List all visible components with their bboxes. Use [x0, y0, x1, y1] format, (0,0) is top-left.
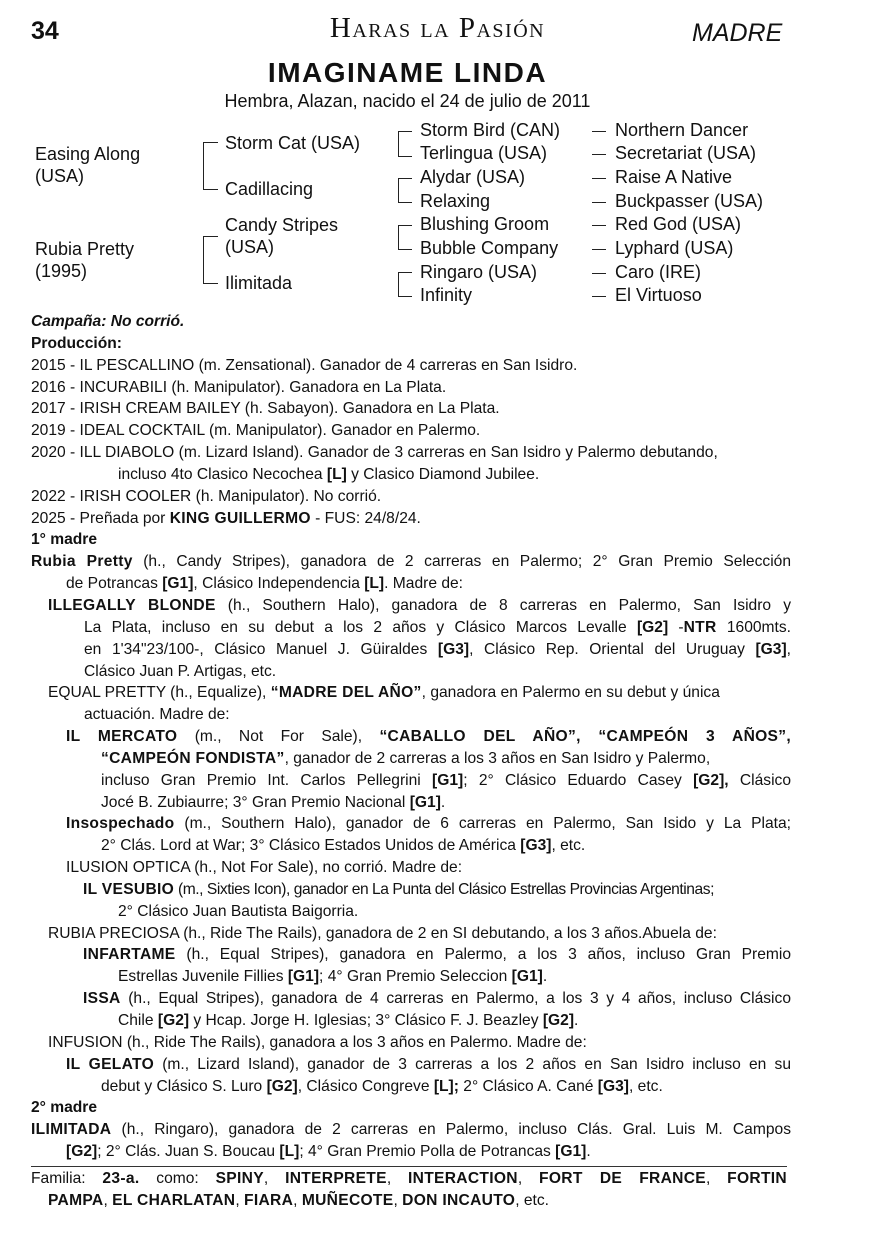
grand-produce-entry: ISSA (h., Equal Stripes), ganadora de 4 carreras en Palermo, a los 3 y 4 años, incluso Clásico: [83, 990, 791, 1008]
pedigree-bracket: [203, 236, 218, 284]
grand-produce-entry: IL GELATO (m., Lizard Island), ganador de 3 carreras a los 2 años en San Isidro incluso en su: [66, 1055, 791, 1073]
produce-entry: INFUSION (h., Ride The Rails), ganadora a los 3 años en Palermo. Madre de:: [48, 1033, 587, 1051]
page-number: 34: [31, 17, 59, 45]
sire: Easing Along: [35, 144, 141, 164]
gen4-ancestor: El Virtuoso: [615, 285, 702, 305]
dam-sire-country: (USA): [225, 237, 274, 257]
gen4-ancestor: Secretariat (USA): [615, 143, 757, 163]
produce-entry-cont: actuación. Madre de:: [84, 706, 230, 724]
pedigree-notes: [31, 311, 791, 1163]
first-dam-entry-cont: de Potrancas [G1], Clásico Independencia [L]. Madre de:: [66, 575, 463, 593]
pedigree-dash: [592, 131, 606, 132]
pedigree-bracket: [398, 178, 412, 203]
production-item: 2022 - IRISH COOLER (h. Manipulator). No corrió.: [31, 487, 382, 505]
pedigree-dash: [592, 202, 606, 203]
grand-produce-entry: ILUSION OPTICA (h., Not For Sale), no corrió. Madre de:: [66, 859, 463, 877]
pedigree-dash: [592, 273, 606, 274]
divider: [31, 1166, 787, 1167]
production-item: 2015 - IL PESCALLINO (m. Zensational). Ganador de 4 carreras en San Isidro.: [31, 356, 578, 374]
pedigree-bracket: [398, 272, 412, 297]
first-dam-entry: Rubia Pretty (h., Candy Stripes), ganadora de 2 carreras en Palermo; 2° Gran Premio Selección: [31, 553, 792, 571]
first-dam-heading: 1° madre: [31, 531, 98, 549]
gen4-ancestor: Caro (IRE): [615, 262, 702, 282]
gen4-ancestor: Lyphard (USA): [615, 238, 734, 258]
gen4-ancestor: Red God (USA): [615, 214, 742, 234]
pedigree-dash: [592, 249, 606, 250]
production-heading: Producción:: [31, 334, 122, 352]
section-label: MADRE: [692, 19, 783, 47]
pedigree-dash: [592, 296, 606, 297]
grand-produce-entry-cont: 2° Clás. Lord at War; 3° Clásico Estados Unidos de América [G3], etc.: [101, 837, 586, 855]
gen3-ancestor: Relaxing: [420, 191, 491, 211]
production-item: 2016 - INCURABILI (h. Manipulator). Ganadora en La Plata.: [31, 378, 447, 396]
pedigree-bracket: [203, 142, 218, 190]
pedigree-dash: [592, 154, 606, 155]
produce-entry-cont: Clásico Juan P. Artigas, etc.: [84, 662, 277, 680]
dam-sire: Candy Stripes: [225, 215, 339, 235]
gen4-ancestor: Northern Dancer: [615, 120, 749, 140]
book-title: Haras la Pasión: [329, 12, 546, 44]
great-grand-produce-entry: IL VESUBIO (m., Sixties Icon), ganador en La Punta del Clásico Estrellas Provincias Argentinas;: [83, 880, 714, 898]
pedigree-dash: [592, 225, 606, 226]
gen3-ancestor: Terlingua (USA): [420, 143, 548, 163]
gen3-ancestor: Blushing Groom: [420, 214, 550, 234]
gen3-ancestor: Infinity: [420, 285, 473, 305]
grand-produce-entry: IL MERCATO (m., Not For Sale), “CABALLO DEL AÑO”, “CAMPEÓN 3 AÑOS”,: [66, 728, 791, 746]
gen4-ancestor: Raise A Native: [615, 167, 733, 187]
pedigree-bracket: [398, 131, 412, 157]
second-dam-entry: ILIMITADA (h., Ringaro), ganadora de 2 carreras en Palermo, incluso Clás. Gral. Luis M. Campos: [31, 1121, 791, 1139]
grand-produce-entry-cont: Chile [G2] y Hcap. Jorge H. Iglesias; 3° Clásico F. J. Beazley [G2].: [118, 1012, 579, 1029]
horse-name: IMAGINAME LINDA: [267, 57, 548, 88]
produce-entry: RUBIA PRECIOSA (h., Ride The Rails), ganadora de 2 en SI debutando, a los 3 años.Abuela de:: [48, 924, 717, 942]
sire-sire: Storm Cat (USA): [225, 133, 361, 153]
sire-dam: Cadillacing: [225, 179, 314, 199]
production-item: 2019 - IDEAL COCKTAIL (m. Manipulator). Ganador en Palermo.: [31, 422, 481, 440]
gen3-ancestor: Ringaro (USA): [420, 262, 538, 282]
produce-entry: ILLEGALLY BLONDE (h., Southern Halo), ganadora de 8 carreras en Palermo, San Isidro y: [48, 596, 791, 614]
horse-description: Hembra, Alazan, nacido el 24 de julio de 2011: [224, 91, 591, 111]
pedigree-dash: [592, 178, 606, 179]
second-dam-entry-cont: [G2]; 2° Clás. Juan S. Boucau [L]; 4° Gran Premio Polla de Potrancas [G1].: [66, 1143, 591, 1161]
campaign-line: Campaña: No corrió.: [31, 313, 185, 330]
grand-produce-entry: INFARTAME (h., Equal Stripes), ganadora en Palermo, a los 3 años, incluso Gran Premio: [83, 946, 791, 964]
grand-produce-entry: Insospechado (m., Southern Halo), ganador de 6 carreras en Palermo, San Isido y La Plata;: [66, 815, 791, 833]
grand-produce-entry-cont: incluso Gran Premio Int. Carlos Pellegrini [G1]; 2° Clásico Eduardo Casey [G2], Clásico: [101, 771, 791, 789]
gen3-ancestor: Storm Bird (CAN): [420, 120, 561, 140]
grand-produce-entry-cont: Estrellas Juvenile Fillies [G1]; 4° Gran Premio Seleccion [G1].: [118, 968, 548, 986]
production-item: 2020 - ILL DIABOLO (m. Lizard Island). Ganador de 3 carreras en San Isidro y Palermo debutando,: [31, 444, 718, 462]
production-item: 2017 - IRISH CREAM BAILEY (h. Sabayon). Ganadora en La Plata.: [31, 400, 500, 418]
produce-entry-cont: en 1'34"23/100-, Clásico Manuel J. Güiraldes [G3], Clásico Rep. Oriental del Uruguay [G3],: [84, 640, 792, 658]
dam-dam: Ilimitada: [225, 273, 293, 293]
production-item-cont: incluso 4to Clasico Necochea [L] y Clasico Diamond Jubilee.: [118, 465, 540, 483]
gen4-ancestor: Buckpasser (USA): [615, 191, 764, 211]
great-grand-produce-entry-cont: 2° Clásico Juan Bautista Baigorria.: [118, 902, 359, 920]
produce-entry-cont: La Plata, incluso en su debut a los 2 años y Clásico Marcos Levalle [G2] -NTR 1600mts.: [84, 618, 791, 636]
dam-year: (1995): [35, 261, 88, 281]
gen3-ancestor: Alydar (USA): [420, 167, 526, 187]
second-dam-heading: 2° madre: [31, 1099, 98, 1117]
dam: Rubia Pretty: [35, 239, 135, 259]
gen3-ancestor: Bubble Company: [420, 238, 559, 258]
sire-country: (USA): [35, 166, 84, 186]
produce-entry: EQUAL PRETTY (h., Equalize), “MADRE DEL AÑO”, ganadora en Palermo en su debut y única: [48, 684, 720, 702]
grand-produce-entry-cont: “CAMPEÓN FONDISTA”, ganador de 2 carreras a los 3 años en San Isidro y Palermo,: [101, 749, 711, 767]
family-line: Familia: 23-a. como: SPINY, INTERPRETE, INTERACTION, FORT DE FRANCE, FORTIN PAMPA, EL CHARLATAN, FIARA, MUÑECOTE, DON INCAUTO, etc.: [31, 1170, 787, 1209]
production-item: 2025 - Preñada por KING GUILLERMO - FUS: 24/8/24.: [31, 509, 421, 527]
grand-produce-entry-cont: Jocé B. Zubiaurre; 3° Gran Premio Nacional [G1].: [101, 793, 446, 811]
pedigree-bracket: [398, 225, 412, 250]
grand-produce-entry-cont: debut y Clásico S. Luro [G2], Clásico Congreve [L]; 2° Clásico A. Cané [G3], etc.: [101, 1077, 663, 1095]
